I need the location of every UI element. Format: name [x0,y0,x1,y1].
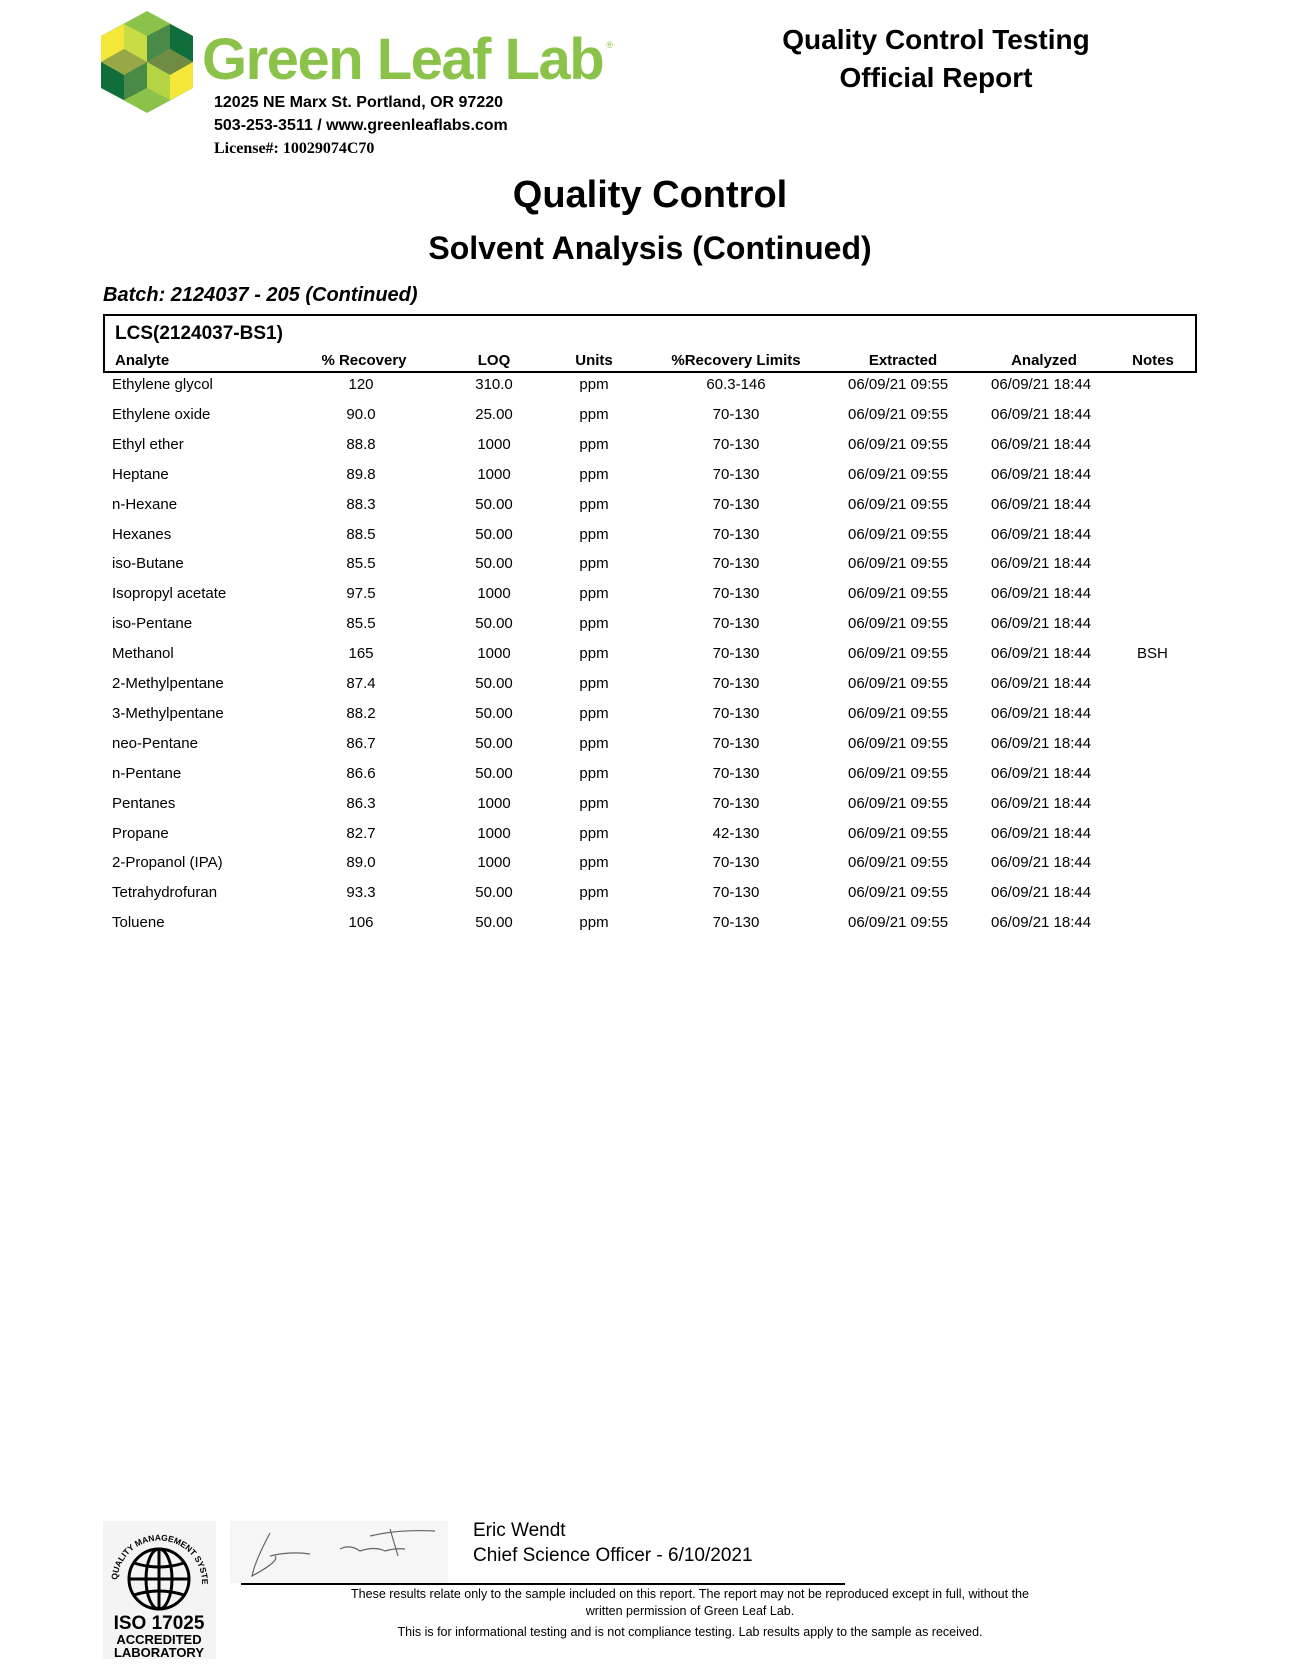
cell-limits: 70-130 [712,405,760,423]
cell-analyte: neo-Pentane [112,734,198,752]
cell-units: ppm [579,704,609,722]
cell-analyzed: 06/09/21 18:44 [991,764,1092,782]
section-title: LCS(2124037-BS1) [115,323,283,344]
cell-units: ppm [579,615,609,633]
batch-label: Batch: 2124037 - 205 (Continued) [103,284,418,306]
cell-limits: 70-130 [712,645,760,663]
table-row [0,585,1300,615]
svg-text:ISO 17025: ISO 17025 [113,1613,205,1634]
cell-recovery: 86.7 [346,734,376,752]
cell-units: ppm [579,376,609,393]
cell-extracted: 06/09/21 09:55 [848,824,949,842]
cell-units: ppm [579,794,609,812]
cell-loq: 1000 [477,824,511,842]
signer-name: Eric Wendt [473,1520,566,1541]
cell-loq: 25.00 [475,405,513,423]
table-row [0,406,1300,436]
table-row [0,615,1300,645]
table-row [0,376,1300,406]
cell-analyte: n-Hexane [112,495,178,513]
cell-analyzed: 06/09/21 18:44 [991,525,1092,543]
cell-analyzed: 06/09/21 18:44 [991,465,1092,483]
table-row [0,884,1300,914]
cell-analyte: Ethylene oxide [112,405,211,423]
col-limits: %Recovery Limits [671,352,801,369]
table-row [0,795,1300,825]
cell-limits: 70-130 [712,734,760,752]
lab-contact: 503-253-3511 / www.greenleaflabs.com [214,117,508,134]
cell-extracted: 06/09/21 09:55 [848,914,949,932]
cell-limits: 70-130 [712,764,760,782]
brand-name: Green Leaf Lab [202,27,604,92]
col-notes: Notes [1132,352,1174,369]
cell-recovery: 87.4 [346,675,376,692]
report-title-line2: Official Report [839,62,1033,93]
table-row [0,705,1300,735]
cell-units: ppm [579,764,609,782]
disclaimer-line2: written permission of Green Leaf Lab. [585,1604,795,1618]
col-loq: LOQ [477,352,511,369]
cell-loq: 50.00 [475,615,513,633]
cell-extracted: 06/09/21 09:55 [848,525,949,543]
cell-analyte: Isopropyl acetate [112,585,227,603]
cell-limits: 70-130 [712,675,760,692]
cell-units: ppm [579,824,609,842]
cell-extracted: 06/09/21 09:55 [848,794,949,812]
cell-units: ppm [579,734,609,752]
signer-title: Chief Science Officer - 6/10/2021 [473,1545,753,1566]
cell-loq: 50.00 [475,495,513,513]
svg-text:QUALITY MANAGEMENT SYSTEM: QUALITY MANAGEMENT SYSTE [109,1532,211,1585]
cell-extracted: 06/09/21 09:55 [848,884,949,902]
cell-limits: 70-130 [712,585,760,603]
disclaimer-line1: These results relate only to the sample included on this report. The report may not be reproduced except in full, without the [351,1587,1029,1601]
cell-extracted: 06/09/21 09:55 [848,704,949,722]
cell-recovery: 93.3 [346,884,376,902]
registered-mark: ® [606,40,613,50]
cell-loq: 1000 [477,435,511,453]
lab-address: 12025 NE Marx St. Portland, OR 97220 [214,94,504,111]
cell-notes: BSH [1137,645,1168,663]
cell-limits: 70-130 [712,495,760,513]
cell-recovery: 88.5 [346,525,376,543]
cell-loq: 50.00 [475,734,513,752]
cell-limits: 70-130 [712,704,760,722]
cell-limits: 70-130 [712,525,760,543]
cell-loq: 50.00 [475,555,513,573]
cell-units: ppm [579,435,609,453]
cell-limits: 70-130 [712,435,760,453]
cell-units: ppm [579,914,609,932]
cell-analyte: Pentanes [112,794,176,812]
cell-loq: 50.00 [475,764,513,782]
cell-loq: 1000 [477,645,511,663]
cell-analyzed: 06/09/21 18:44 [991,884,1092,902]
cell-analyzed: 06/09/21 18:44 [991,435,1092,453]
signature-line [241,1583,845,1585]
cell-recovery: 165 [348,645,374,663]
svg-text:LABORATORY: LABORATORY [113,1645,205,1659]
cell-limits: 70-130 [712,555,760,573]
cell-extracted: 06/09/21 09:55 [848,585,949,603]
table-row [0,735,1300,765]
cell-units: ppm [579,585,609,603]
cell-analyte: Toluene [112,914,165,932]
cell-extracted: 06/09/21 09:55 [848,465,949,483]
cell-extracted: 06/09/21 09:55 [848,764,949,782]
cell-limits: 60.3-146 [706,376,766,393]
cell-analyte: Ethyl ether [112,435,184,453]
cell-analyzed: 06/09/21 18:44 [991,495,1092,513]
cell-limits: 70-130 [712,615,760,633]
signature [230,1521,448,1583]
cell-analyzed: 06/09/21 18:44 [991,615,1092,633]
cell-analyte: iso-Pentane [112,615,193,633]
table-row [0,914,1300,944]
cell-loq: 1000 [477,585,511,603]
cell-recovery: 120 [348,376,374,393]
table-row [0,765,1300,795]
col-recovery: % Recovery [321,352,407,369]
cell-analyzed: 06/09/21 18:44 [991,704,1092,722]
brand-logotype [202,26,613,93]
cell-recovery: 90.0 [346,405,376,423]
cell-recovery: 106 [348,914,374,932]
cell-units: ppm [579,645,609,663]
cell-analyte: n-Pentane [112,764,182,782]
cell-limits: 70-130 [712,794,760,812]
cell-extracted: 06/09/21 09:55 [848,495,949,513]
table-row [0,645,1300,675]
cell-analyte: 2-Propanol (IPA) [112,854,223,872]
cell-units: ppm [579,854,609,872]
cell-extracted: 06/09/21 09:55 [848,615,949,633]
cell-units: ppm [579,405,609,423]
cell-extracted: 06/09/21 09:55 [848,734,949,752]
cell-units: ppm [579,495,609,513]
cell-limits: 70-130 [712,884,760,902]
col-analyte: Analyte [115,352,170,369]
cell-recovery: 88.2 [346,704,376,722]
cell-analyzed: 06/09/21 18:44 [991,405,1092,423]
cell-analyzed: 06/09/21 18:44 [991,585,1092,603]
svg-text:ACCREDITED: ACCREDITED [116,1632,202,1647]
cell-analyte: Propane [112,824,169,842]
col-extracted: Extracted [868,352,938,369]
cell-analyte: Ethylene glycol [112,376,213,393]
table-row [0,496,1300,526]
cell-recovery: 97.5 [346,585,376,603]
cell-extracted: 06/09/21 09:55 [848,645,949,663]
cell-loq: 50.00 [475,525,513,543]
cell-recovery: 86.3 [346,794,376,812]
page-title: Quality Control [512,174,788,216]
cell-limits: 70-130 [712,854,760,872]
cell-recovery: 86.6 [346,764,376,782]
cell-analyzed: 06/09/21 18:44 [991,734,1092,752]
lab-license: License#: 10029074C70 [214,140,375,157]
report-title-line1: Quality Control Testing [782,24,1090,55]
cell-loq: 50.00 [475,704,513,722]
cell-recovery: 88.3 [346,495,376,513]
cell-recovery: 85.5 [346,615,376,633]
col-analyzed: Analyzed [1011,352,1077,369]
table-row [0,675,1300,705]
cell-units: ppm [579,884,609,902]
table-row [0,436,1300,466]
cell-extracted: 06/09/21 09:55 [848,376,949,393]
cell-analyte: Methanol [112,645,174,663]
cell-units: ppm [579,675,609,692]
cell-extracted: 06/09/21 09:55 [848,435,949,453]
cell-extracted: 06/09/21 09:55 [848,675,949,692]
cell-recovery: 82.7 [346,824,376,842]
cell-loq: 310.0 [475,376,513,393]
cell-recovery: 85.5 [346,555,376,573]
cell-analyzed: 06/09/21 18:44 [991,824,1092,842]
cell-analyte: iso-Butane [112,555,184,573]
cell-analyte: Tetrahydrofuran [112,884,218,902]
cell-units: ppm [579,525,609,543]
cell-extracted: 06/09/21 09:55 [848,854,949,872]
cell-analyte: 3-Methylpentane [112,704,224,722]
cell-analyte: Heptane [112,465,169,483]
iso-17025-logo [103,1521,216,1659]
cell-analyzed: 06/09/21 18:44 [991,854,1092,872]
cell-loq: 50.00 [475,884,513,902]
cell-limits: 70-130 [712,914,760,932]
table-row [0,526,1300,556]
cell-loq: 1000 [477,794,511,812]
cell-analyte: 2-Methylpentane [112,675,224,692]
cell-analyzed: 06/09/21 18:44 [991,555,1092,573]
cell-analyzed: 06/09/21 18:44 [991,675,1092,692]
green-leaf-lab-logo-icon [101,11,193,113]
cell-loq: 50.00 [475,914,513,932]
table-row [0,466,1300,496]
cell-analyzed: 06/09/21 18:44 [991,645,1092,663]
table-row [0,825,1300,855]
cell-recovery: 89.8 [346,465,376,483]
cell-loq: 50.00 [475,675,513,692]
cell-analyzed: 06/09/21 18:44 [991,794,1092,812]
disclaimer-line3: This is for informational testing and is not compliance testing. Lab results apply to the sample as received. [397,1625,983,1639]
cell-analyzed: 06/09/21 18:44 [991,914,1092,932]
cell-loq: 1000 [477,854,511,872]
cell-loq: 1000 [477,465,511,483]
cell-analyzed: 06/09/21 18:44 [991,376,1092,393]
cell-extracted: 06/09/21 09:55 [848,405,949,423]
page-subtitle: Solvent Analysis (Continued) [428,230,872,266]
cell-units: ppm [579,465,609,483]
cell-limits: 70-130 [712,465,760,483]
table-row [0,854,1300,884]
cell-recovery: 88.8 [346,435,376,453]
cell-analyte: Hexanes [112,525,172,543]
cell-recovery: 89.0 [346,854,376,872]
cell-extracted: 06/09/21 09:55 [848,555,949,573]
col-units: Units [575,352,613,369]
cell-units: ppm [579,555,609,573]
table-row [0,555,1300,585]
cell-limits: 42-130 [712,824,760,842]
